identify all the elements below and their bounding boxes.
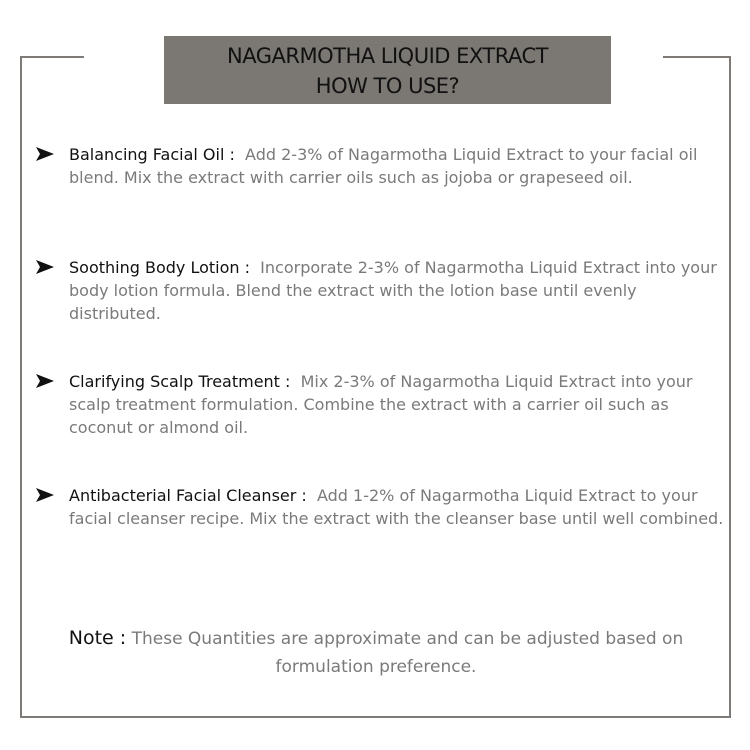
frame-top-left [20,56,84,58]
page-title: NAGARMOTHA LIQUID EXTRACT [227,44,548,68]
list-item-body-lotion [36,256,726,325]
note-label: Note : [68,627,127,649]
arrow-bullet-icon [36,488,54,502]
note [36,624,716,681]
frame-bottom [20,716,731,718]
list-item-facial-cleanser [36,484,726,530]
arrow-bullet-icon [36,374,54,388]
note-text: These Quantities are approximate and can be adjusted based on formulation preference. [131,629,684,677]
item-title: Clarifying Scalp Treatment : [69,372,291,391]
item-title: Balancing Facial Oil : [69,145,235,164]
item-description: Add 2-3% of Nagarmotha Liquid Extract to your facial oil blend. Mix the extract with carrier oils such as jojoba or grapeseed oil. [69,145,698,187]
arrow-bullet-icon [36,260,54,274]
frame-top-right [663,56,731,58]
item-description: Add 1-2% of Nagarmotha Liquid Extract to your facial cleanser recipe. Mix the extract with the cleanser base until well combined. [69,486,724,528]
list-item-facial-oil [36,143,726,189]
title-banner [164,36,611,104]
frame-right [729,56,731,718]
item-title: Soothing Body Lotion : [69,258,250,277]
list-item-scalp-treatment [36,370,726,439]
arrow-bullet-icon [36,147,54,161]
page-subtitle: HOW TO USE? [315,74,460,98]
frame-left [20,56,22,718]
item-description: Incorporate 2-3% of Nagarmotha Liquid Extract into your body lotion formula. Blend the extract with the lotion base until evenly distributed. [69,258,717,323]
item-description: Mix 2-3% of Nagarmotha Liquid Extract into your scalp treatment formulation. Combine the extract with a carrier oil such as coconut or almond oil. [69,372,693,437]
item-title: Antibacterial Facial Cleanser : [69,486,307,505]
